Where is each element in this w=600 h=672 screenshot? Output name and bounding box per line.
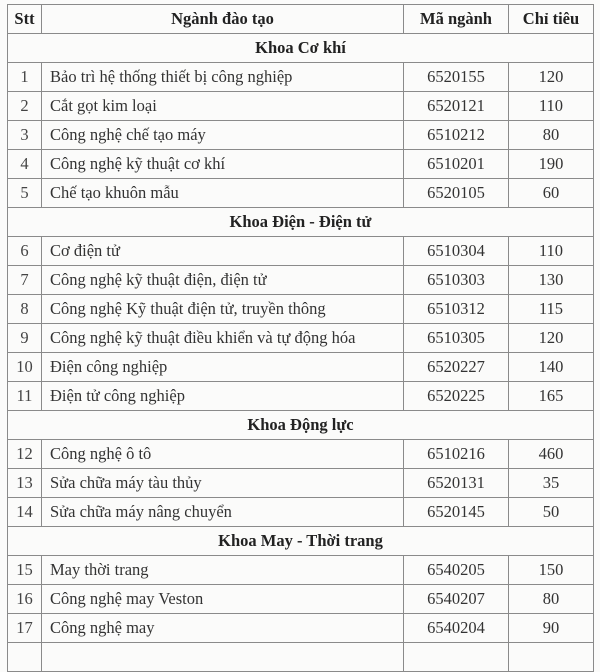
cell-stt: 1	[8, 63, 42, 92]
section-row	[8, 34, 594, 63]
cell-quota: 80	[509, 585, 594, 614]
cell-major-code: 6520105	[404, 179, 509, 208]
cell-quota: 150	[509, 556, 594, 585]
cell-stt: 11	[8, 382, 42, 411]
table-row	[8, 556, 594, 585]
table-row	[8, 498, 594, 527]
table-row	[8, 382, 594, 411]
table-row	[8, 614, 594, 643]
table-row	[8, 237, 594, 266]
cell-stt: 17	[8, 614, 42, 643]
cell-major-code: 6520121	[404, 92, 509, 121]
cell-stt: 14	[8, 498, 42, 527]
cell-stt: 8	[8, 295, 42, 324]
cell-stt: 6	[8, 237, 42, 266]
table-row	[8, 295, 594, 324]
section-title: Khoa Động lực	[8, 411, 594, 440]
cell-major-name: Điện tử công nghiệp	[42, 382, 404, 411]
table-row	[8, 585, 594, 614]
cell-quota: 140	[509, 353, 594, 382]
cell-major-code: 6540205	[404, 556, 509, 585]
table-row	[8, 92, 594, 121]
cell-stt: 16	[8, 585, 42, 614]
cell-quota: 60	[509, 179, 594, 208]
cell-major-code: 6520225	[404, 382, 509, 411]
cell-major-name: Sửa chữa máy nâng chuyển	[42, 498, 404, 527]
cell-stt: 3	[8, 121, 42, 150]
cell-major-name: Công nghệ kỹ thuật điện, điện tử	[42, 266, 404, 295]
cell-quota: 120	[509, 324, 594, 353]
section-title: Khoa May - Thời trang	[8, 527, 594, 556]
cell-quota: 190	[509, 150, 594, 179]
cell-major-name: Cắt gọt kim loại	[42, 92, 404, 121]
cell-major-code: 6510303	[404, 266, 509, 295]
table-row	[8, 179, 594, 208]
cell-quota: 110	[509, 92, 594, 121]
section-row	[8, 411, 594, 440]
cell-major-name: Sửa chữa máy tàu thủy	[42, 469, 404, 498]
table-row	[8, 469, 594, 498]
cell-major-name: Công nghệ kỹ thuật cơ khí	[42, 150, 404, 179]
cell-major-name: Công nghệ chế tạo máy	[42, 121, 404, 150]
cell-quota: 80	[509, 121, 594, 150]
cell-major-name: Công nghệ may Veston	[42, 585, 404, 614]
cell-major-code: 6520131	[404, 469, 509, 498]
header-major-code: Mã ngành	[404, 5, 509, 34]
header-stt: Stt	[8, 5, 42, 34]
cell-empty	[404, 643, 509, 672]
enrollment-quota-table	[7, 4, 594, 672]
cell-major-name: Công nghệ kỹ thuật điều khiển và tự động hóa	[42, 324, 404, 353]
cell-empty	[8, 643, 42, 672]
table-row	[8, 150, 594, 179]
cell-stt: 4	[8, 150, 42, 179]
cell-quota: 35	[509, 469, 594, 498]
cell-stt: 12	[8, 440, 42, 469]
cell-quota: 50	[509, 498, 594, 527]
cell-major-code: 6540204	[404, 614, 509, 643]
cell-stt: 2	[8, 92, 42, 121]
cell-stt: 7	[8, 266, 42, 295]
cell-major-code: 6510201	[404, 150, 509, 179]
table-row	[8, 121, 594, 150]
cell-quota: 460	[509, 440, 594, 469]
cell-major-code: 6540207	[404, 585, 509, 614]
table-row	[8, 324, 594, 353]
cell-stt: 13	[8, 469, 42, 498]
cell-major-code: 6520227	[404, 353, 509, 382]
cell-major-name: Công nghệ may	[42, 614, 404, 643]
cell-major-code: 6520145	[404, 498, 509, 527]
cell-major-name: Chế tạo khuôn mẫu	[42, 179, 404, 208]
cell-major-code: 6510216	[404, 440, 509, 469]
section-row	[8, 208, 594, 237]
cell-quota: 165	[509, 382, 594, 411]
cell-major-name: Cơ điện tử	[42, 237, 404, 266]
cell-empty	[42, 643, 404, 672]
table-row	[8, 63, 594, 92]
table-row-cutoff	[8, 643, 594, 672]
table-row	[8, 266, 594, 295]
table-row	[8, 440, 594, 469]
cell-quota: 115	[509, 295, 594, 324]
cell-stt: 15	[8, 556, 42, 585]
cell-major-code: 6520155	[404, 63, 509, 92]
section-title: Khoa Cơ khí	[8, 34, 594, 63]
section-title: Khoa Điện - Điện tử	[8, 208, 594, 237]
cell-stt: 5	[8, 179, 42, 208]
cell-quota: 90	[509, 614, 594, 643]
section-row	[8, 527, 594, 556]
table-row	[8, 353, 594, 382]
cell-quota: 130	[509, 266, 594, 295]
cell-major-code: 6510305	[404, 324, 509, 353]
header-major-name: Ngành đào tạo	[42, 5, 404, 34]
cell-major-code: 6510312	[404, 295, 509, 324]
cell-stt: 10	[8, 353, 42, 382]
cell-major-name: Công nghệ Kỹ thuật điện tử, truyền thông	[42, 295, 404, 324]
cell-quota: 120	[509, 63, 594, 92]
cell-major-code: 6510212	[404, 121, 509, 150]
table-header-row	[8, 5, 594, 34]
cell-major-name: Công nghệ ô tô	[42, 440, 404, 469]
cell-major-name: Bảo trì hệ thống thiết bị công nghiệp	[42, 63, 404, 92]
cell-major-name: Điện công nghiệp	[42, 353, 404, 382]
cell-stt: 9	[8, 324, 42, 353]
cell-empty	[509, 643, 594, 672]
cell-major-name: May thời trang	[42, 556, 404, 585]
header-quota: Chỉ tiêu	[509, 5, 594, 34]
cell-quota: 110	[509, 237, 594, 266]
cell-major-code: 6510304	[404, 237, 509, 266]
